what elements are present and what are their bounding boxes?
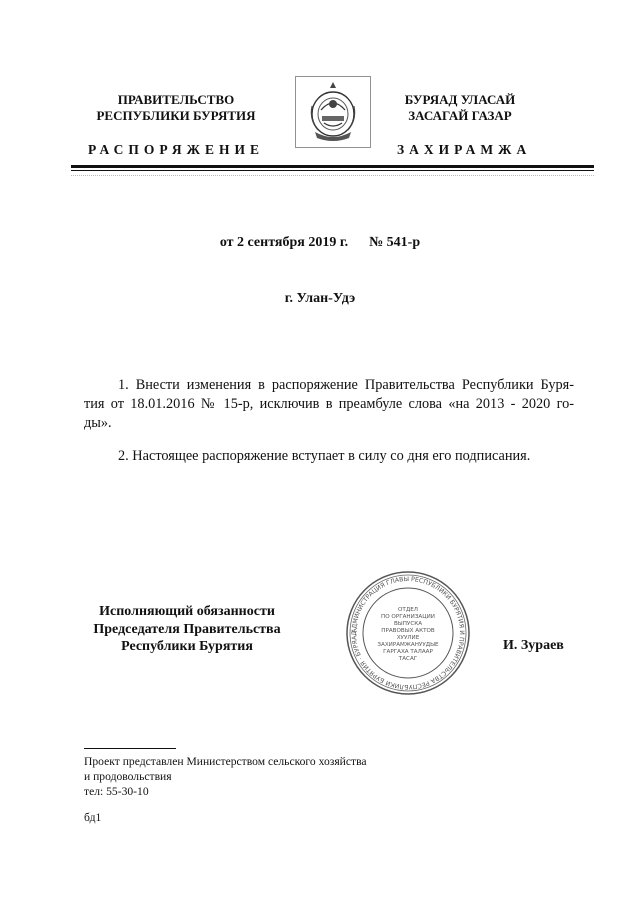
stamp-inner-line: ХУУЛИЕ [396,635,420,642]
header-left [78,92,274,124]
order-date-line [0,235,640,251]
official-stamp [345,570,471,696]
stamp-inner-line: ГАРГАХА ТАЛААР [383,649,433,656]
stamp-inner-line: ОТДЕЛ [398,607,418,614]
stamp-inner-line: ЗАХИРАМЖАНУУДЫЕ [377,642,439,649]
footer-code: бд1 [84,811,102,824]
order-date: от 2 сентября 2019 г. [219,235,349,250]
org-name-bua-line1: БУРЯАД УЛАСАЙ [404,92,516,107]
header-right [372,92,548,124]
order-number: № 541-р [369,235,421,250]
footer-line1: Проект представлен Министерством сельского хозяйства [84,755,367,768]
header-rule-thick [71,165,594,168]
signatory-title-line2: Председателя Правительства [93,621,281,637]
stamp-inner-line: ТАСАГ [398,656,418,663]
stamp-inner-line: ВЫПУСКА [393,621,423,628]
header-dotted-line [71,175,594,178]
footer-rule [84,748,176,749]
signatory-title-line3: Республики Бурятия [121,639,253,654]
doc-type-bua: ЗАХИРАМЖА [397,142,532,157]
footer-note [84,754,367,799]
stamp-inner-line: ПРАВОВЫХ АКТОВ [381,628,435,635]
paragraph-1-line-3: ды». [84,415,112,431]
org-name-ru-line1: ПРАВИТЕЛЬСТВО [117,92,235,107]
stamp-inner-line: ПО ОРГАНИЗАЦИИ [381,614,435,621]
footer-line2: и продовольствия [84,770,172,783]
paragraph-2: 2. Настоящее распоряжение вступает в силу со дня его подписания. [118,448,531,464]
header-rule-thin [71,170,594,171]
coat-of-arms-emblem [295,76,371,148]
doc-type-ru: РАСПОРЯЖЕНИЕ [88,142,265,157]
org-name-ru-line2: РЕСПУБЛИКИ БУРЯТИЯ [96,108,256,123]
stamp-outer-text: АДМИНИСТРАЦИЯ ГЛАВЫ РЕСПУБЛИКИ БУРЯТИЯ И ПРАВИТЕЛЬСТВА РЕСПУБЛИКИ БУРЯТИЯ · БУРЯАД [350,575,466,691]
signatory-name: И. Зураев [503,638,564,653]
signatory-title [74,603,300,656]
org-name-bua-line2: ЗАСАГАЙ ГАЗАР [408,108,512,123]
paragraph-1-line-1: 1. Внести изменения в распоряжение Правительства Республики Буря- [118,377,574,393]
paragraph-1-line-2: тия от 18.01.2016 № 15-р, исключив в преамбуле слова «на 2013 - 2020 го- [84,396,574,412]
order-body [84,376,574,466]
footer-phone: тел: 55-30-10 [84,785,149,798]
signatory-title-line1: Исполняющий обязанности [99,604,275,619]
order-city: г. Улан-Удэ [284,291,356,306]
